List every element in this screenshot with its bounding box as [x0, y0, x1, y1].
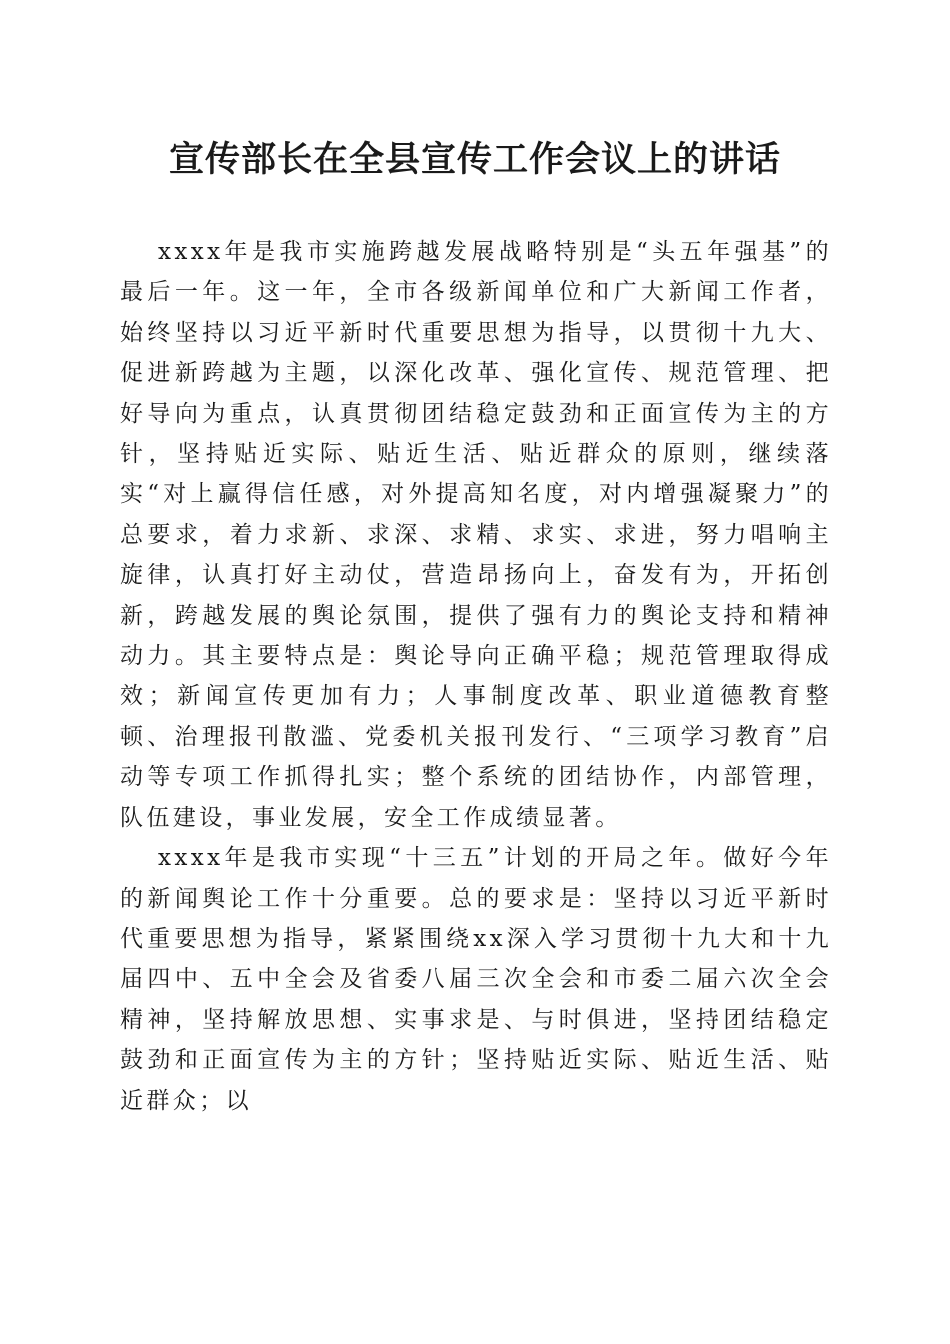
document-body: [120, 232, 832, 1121]
paragraph-2: xxxx年是我市实现“十三五”计划的开局之年。做好今年的新闻舆论工作十分重要。总的要求是：坚持以习近平新时代重要思想为指导，紧紧围绕xx深入学习贯彻十九大和十九届四中、五中全会及省委八届三次全会和市委二届六次全会精神，坚持解放思想、实事求是、与时俱进，坚持团结稳定鼓劲和正面宣传为主的方针；坚持贴近实际、贴近生活、贴近群众；以: [120, 845, 832, 1114]
paragraph-1: xxxx年是我市实施跨越发展战略特别是“头五年强基”的最后一年。这一年，全市各级新闻单位和广大新闻工作者，始终坚持以习近平新时代重要思想为指导，以贯彻十九大、促进新跨越为主题，以深化改革、强化宣传、规范管理、把好导向为重点，认真贯彻团结稳定鼓劲和正面宣传为主的方针，坚持贴近实际、贴近生活、贴近群众的原则，继续落实“对上赢得信任感，对外提高知名度，对内增强凝聚力”的总要求，着力求新、求深、求精、求实、求进，努力唱响主旋律，认真打好主动仗，营造昂扬向上，奋发有为，开拓创新，跨越发展的舆论氛围，提供了强有力的舆论支持和精神动力。其主要特点是：舆论导向正确平稳；规范管理取得成效；新闻宣传更加有力；人事制度改革、职业道德教育整顿、治理报刊散滥、党委机关报刊发行、“三项学习教育”启动等专项工作抓得扎实；整个系统的团结协作，内部管理，队伍建设，事业发展，安全工作成绩显著。: [120, 239, 832, 831]
document-title: 宣传部长在全县宣传工作会议上的讲话: [168, 139, 781, 180]
